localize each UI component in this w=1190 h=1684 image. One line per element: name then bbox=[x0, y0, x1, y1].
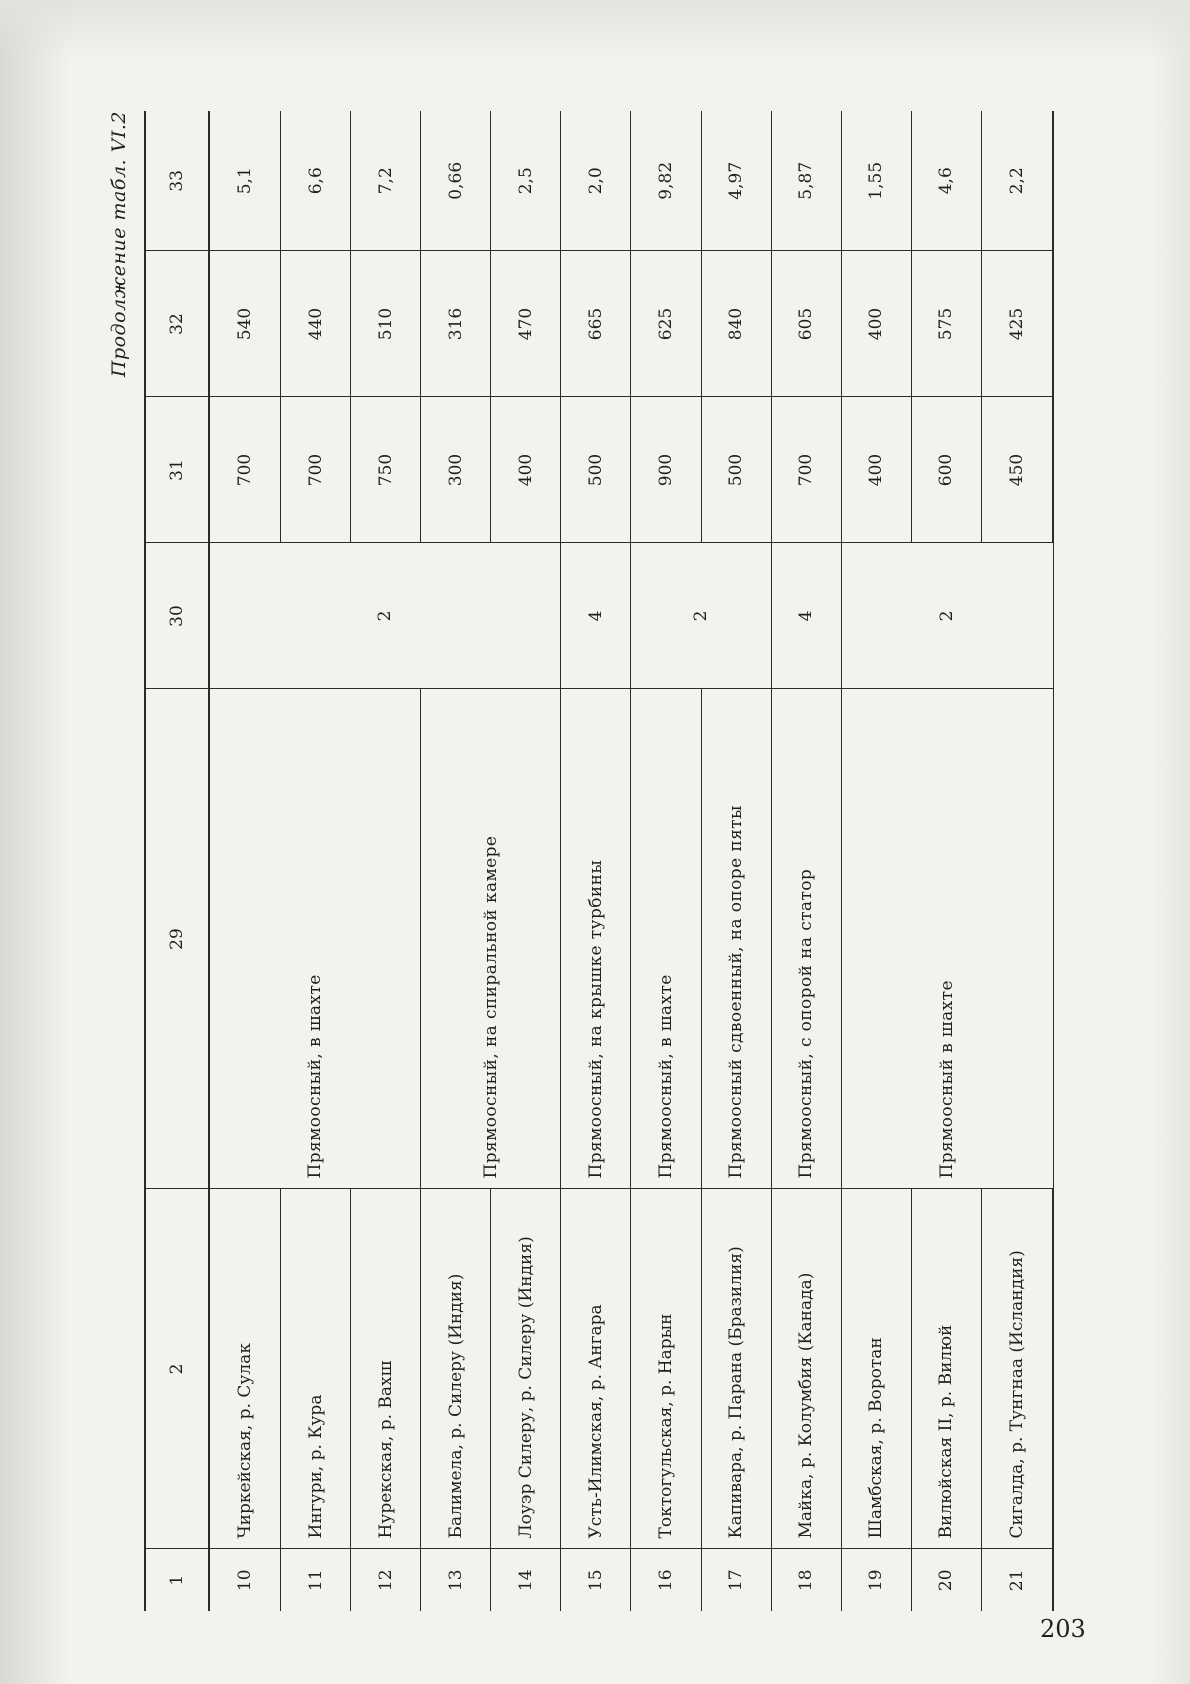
bearing-count: 4 bbox=[771, 543, 841, 689]
data-table bbox=[144, 111, 1054, 1611]
value-col-32: 425 bbox=[981, 251, 1053, 397]
value-col-31: 900 bbox=[631, 397, 701, 543]
row-number: 10 bbox=[209, 1549, 281, 1611]
value-col-33: 2,0 bbox=[561, 111, 631, 251]
station-name: Чиркейская, р. Сулак bbox=[209, 1189, 281, 1549]
bearing-type: Прямоосный, на крышке турбины bbox=[561, 689, 631, 1189]
value-col-32: 575 bbox=[911, 251, 981, 397]
station-name: Лоуэр Силеру, р. Силеру (Индия) bbox=[491, 1189, 561, 1549]
station-name: Капивара, р. Парана (Бразилия) bbox=[701, 1189, 771, 1549]
value-col-31: 400 bbox=[491, 397, 561, 543]
table-row bbox=[841, 111, 911, 1611]
station-name: Майка, р. Колумбия (Канада) bbox=[771, 1189, 841, 1549]
value-col-32: 625 bbox=[631, 251, 701, 397]
scan-shadow-top bbox=[0, 0, 1190, 60]
value-col-31: 750 bbox=[351, 397, 421, 543]
value-col-32: 840 bbox=[701, 251, 771, 397]
station-name: Вилюйская II, р. Вилюй bbox=[911, 1189, 981, 1549]
station-name: Шамбская, р. Воротан bbox=[841, 1189, 911, 1549]
table-row bbox=[421, 111, 491, 1611]
row-number: 11 bbox=[281, 1549, 351, 1611]
station-name: Токтогульская, р. Нарын bbox=[631, 1189, 701, 1549]
row-number: 12 bbox=[351, 1549, 421, 1611]
bearing-count: 2 bbox=[209, 543, 561, 689]
bearing-count: 2 bbox=[631, 543, 771, 689]
value-col-33: 1,55 bbox=[841, 111, 911, 251]
value-col-33: 0,66 bbox=[421, 111, 491, 251]
table-row bbox=[561, 111, 631, 1611]
bearing-count: 4 bbox=[561, 543, 631, 689]
table-row bbox=[209, 111, 281, 1611]
station-name: Балимела, р. Силеру (Индия) bbox=[421, 1189, 491, 1549]
header-col-33: 33 bbox=[145, 111, 209, 251]
header-col-29: 29 bbox=[145, 689, 209, 1189]
header-col-30: 30 bbox=[145, 543, 209, 689]
bearing-count: 2 bbox=[841, 543, 1053, 689]
header-col-1: 1 bbox=[145, 1549, 209, 1611]
value-col-31: 600 bbox=[911, 397, 981, 543]
row-number: 15 bbox=[561, 1549, 631, 1611]
header-row bbox=[145, 111, 209, 1611]
value-col-32: 470 bbox=[491, 251, 561, 397]
value-col-32: 510 bbox=[351, 251, 421, 397]
bearing-type: Прямоосный, в шахте bbox=[631, 689, 701, 1189]
value-col-31: 400 bbox=[841, 397, 911, 543]
scan-shadow-right bbox=[1150, 0, 1190, 1684]
row-number: 16 bbox=[631, 1549, 701, 1611]
value-col-32: 440 bbox=[281, 251, 351, 397]
value-col-31: 300 bbox=[421, 397, 491, 543]
row-number: 19 bbox=[841, 1549, 911, 1611]
row-number: 14 bbox=[491, 1549, 561, 1611]
value-col-33: 2,5 bbox=[491, 111, 561, 251]
table-row bbox=[701, 111, 771, 1611]
station-name: Усть-Илимская, р. Ангара bbox=[561, 1189, 631, 1549]
scan-shadow-left bbox=[0, 0, 70, 1684]
value-col-31: 450 bbox=[981, 397, 1053, 543]
header-col-32: 32 bbox=[145, 251, 209, 397]
value-col-33: 4,6 bbox=[911, 111, 981, 251]
value-col-33: 2,2 bbox=[981, 111, 1053, 251]
page-number: 203 bbox=[1040, 1615, 1086, 1643]
station-name: Нурекская, р. Вахш bbox=[351, 1189, 421, 1549]
rotated-table-page bbox=[100, 111, 1060, 1611]
bearing-type: Прямоосный сдвоенный, на опоре пяты bbox=[701, 689, 771, 1189]
value-col-33: 5,87 bbox=[771, 111, 841, 251]
station-name: Сигалда, р. Тунгнаа (Исландия) bbox=[981, 1189, 1053, 1549]
row-number: 13 bbox=[421, 1549, 491, 1611]
value-col-31: 700 bbox=[771, 397, 841, 543]
value-col-33: 7,2 bbox=[351, 111, 421, 251]
header-col-31: 31 bbox=[145, 397, 209, 543]
value-col-32: 665 bbox=[561, 251, 631, 397]
value-col-31: 500 bbox=[701, 397, 771, 543]
row-number: 17 bbox=[701, 1549, 771, 1611]
value-col-31: 500 bbox=[561, 397, 631, 543]
station-name: Ингури, р. Кура bbox=[281, 1189, 351, 1549]
value-col-32: 540 bbox=[209, 251, 281, 397]
value-col-32: 400 bbox=[841, 251, 911, 397]
value-col-32: 316 bbox=[421, 251, 491, 397]
bearing-type: Прямоосный, с опорой на статор bbox=[771, 689, 841, 1189]
table-row bbox=[771, 111, 841, 1611]
value-col-31: 700 bbox=[209, 397, 281, 543]
table-caption: Продолжение табл. VI.2 bbox=[108, 111, 130, 378]
row-number: 20 bbox=[911, 1549, 981, 1611]
bearing-type: Прямоосный, в шахте bbox=[209, 689, 421, 1189]
row-number: 21 bbox=[981, 1549, 1053, 1611]
value-col-33: 9,82 bbox=[631, 111, 701, 251]
table-row bbox=[631, 111, 701, 1611]
bearing-type: Прямоосный в шахте bbox=[841, 689, 1053, 1189]
value-col-33: 4,97 bbox=[701, 111, 771, 251]
value-col-31: 700 bbox=[281, 397, 351, 543]
value-col-32: 605 bbox=[771, 251, 841, 397]
value-col-33: 6,6 bbox=[281, 111, 351, 251]
value-col-33: 5,1 bbox=[209, 111, 281, 251]
header-col-2: 2 bbox=[145, 1189, 209, 1549]
row-number: 18 bbox=[771, 1549, 841, 1611]
bearing-type: Прямоосный, на спиральной камере bbox=[421, 689, 561, 1189]
